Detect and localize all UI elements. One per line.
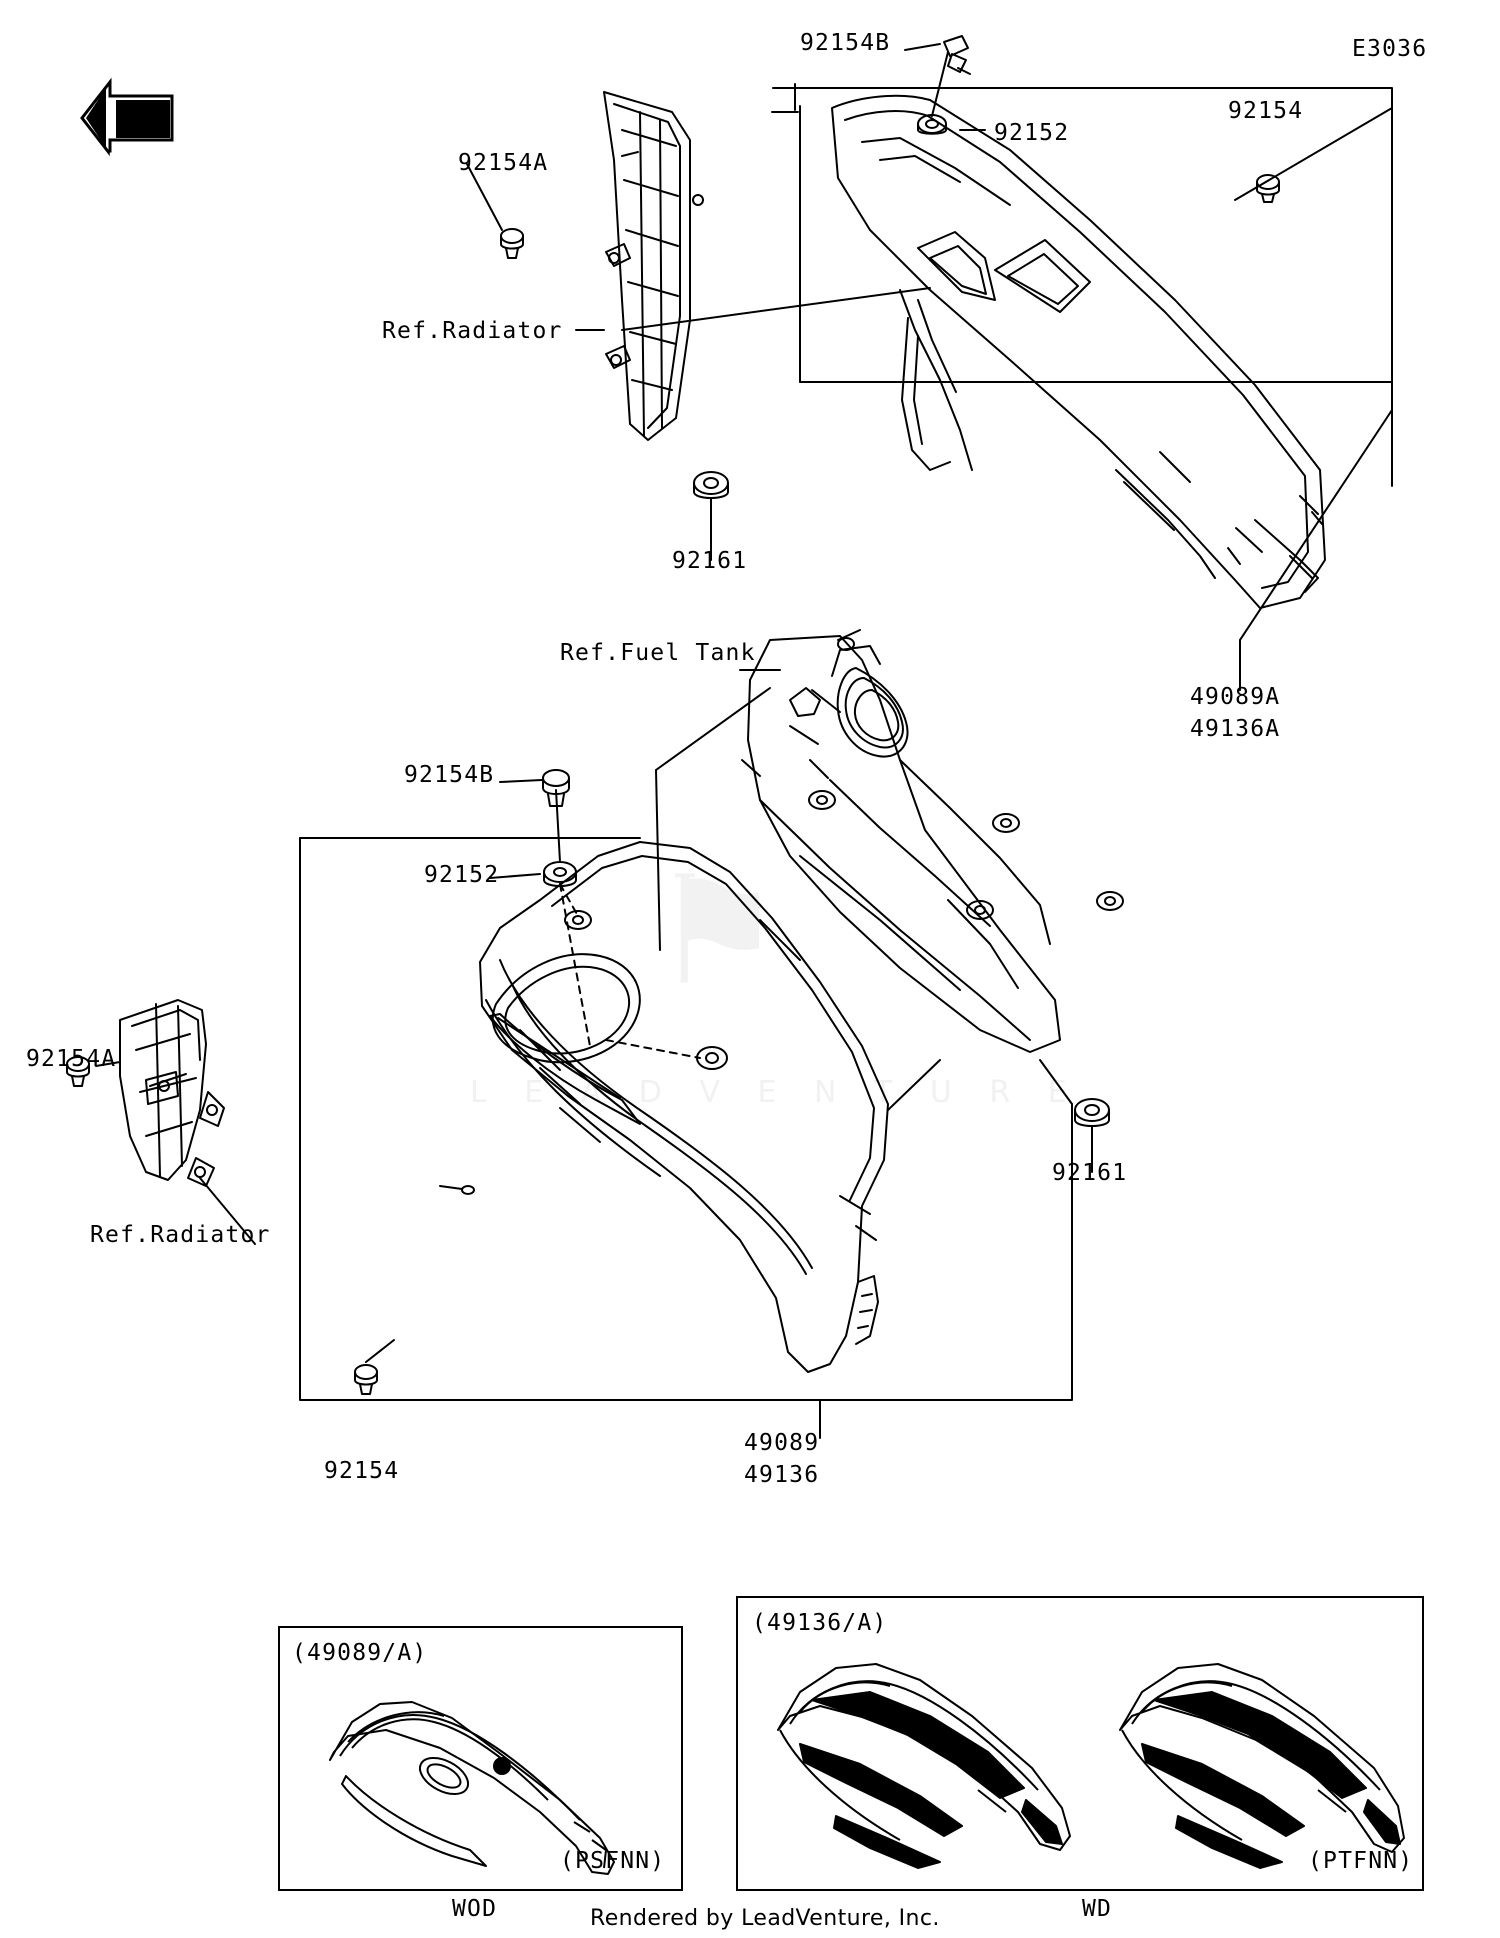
callout-92154-upper: 92154 [1228,98,1304,124]
callout-92154a-upper: 92154A [458,150,549,176]
variant-left-title: (49089/A) [292,1640,428,1666]
variant-left-market-code: WOD [452,1896,498,1922]
callout-92152-lower: 92152 [424,862,500,888]
watermark-text: L E A D V E N T U R E [470,1075,1081,1110]
variant-left-color-code: (PSFNN) [560,1848,666,1874]
callout-92154a-lower: 92154A [26,1046,117,1072]
callout-92161-upper: 92161 [672,548,748,574]
variant-right-color-code: (PTFNN) [1308,1848,1414,1874]
callout-92152-upper: 92152 [994,120,1070,146]
callout-ref-radiator-lower: Ref.Radiator [90,1222,271,1248]
callout-49089a: 49089A [1190,684,1281,710]
variant-right-market-code: WD [1082,1896,1113,1922]
callout-92154b-upper: 92154B [800,30,891,56]
callout-ref-radiator-upper: Ref.Radiator [382,318,563,344]
callout-49136a: 49136A [1190,716,1281,742]
callout-92154-lower: 92154 [324,1458,400,1484]
callout-92161-lower: 92161 [1052,1160,1128,1186]
sheet-code: E3036 [1352,36,1428,62]
callout-ref-fuel-tank: Ref.Fuel Tank [560,640,756,666]
callout-92154b-lower: 92154B [404,762,495,788]
watermark-mark: ⚑ [650,845,785,1019]
variant-right-title: (49136/A) [752,1610,888,1636]
footer-credit: Rendered by LeadVenture, Inc. [590,1906,940,1931]
front-badge-label: FRONT [92,150,174,175]
callout-49089: 49089 [744,1430,820,1456]
callout-49136: 49136 [744,1462,820,1488]
